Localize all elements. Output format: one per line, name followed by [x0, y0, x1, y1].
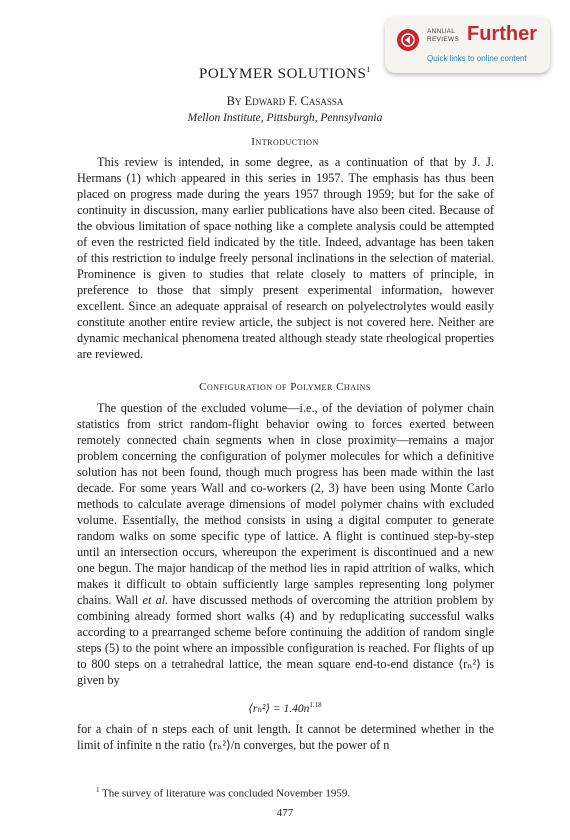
author-line: By Edward F. Casassa — [226, 94, 344, 108]
et-al: et al. — [142, 593, 169, 607]
intro-paragraph: This review is intended, in some degree, as a continuation of that by J. J. Hermans (1) which appeared in this series in 1957. The emphasis has thus been placed on progress made during the years 1957 through 1959; but for the sake of continuity in discussion, many earlier publications have also been cited. Because of the obvious limitation of space nothing like a complete analysis could be attempted of even the restricted field indicated by the title. Indeed, advantage has been taken of this restriction to indulge freely personal inclinations in the selection of material. Prominence is given to studies that relate closely to matters of principle, in preference to those that simply present experimental information, however excellent. Since an adequate appraisal of research on polyelectrolytes would easily constitute another entire review article, the subject is not covered here. Neither are dynamic mechanical phenomena treated although steady state rheological properties are reviewed. — [77, 155, 494, 361]
section-heading-introduction: Introduction — [251, 136, 319, 148]
article-title: POLYMER SOLUTIONS$^1$ — [198, 65, 372, 82]
quick-links-link[interactable]: Quick links to online content — [427, 54, 527, 63]
further-label: Further — [467, 23, 537, 45]
annual-reviews-logo-icon — [397, 29, 419, 51]
annual-reviews-label: ANNUAL REVIEWS — [427, 28, 460, 43]
affiliation: Mellon Institute, Pittsburgh, Pennsylvania — [187, 112, 383, 124]
page-number: 477 — [276, 807, 294, 819]
footnote: $^1$ The survey of literature was concluded November 1959. — [96, 786, 351, 800]
equation: ⟨rₙ²⟩ = $1.40n^{1.18}$ — [248, 701, 322, 715]
section-heading-configuration: Configuration of Polymer Chains — [199, 381, 371, 393]
configuration-paragraph: The question of the excluded volume—i.e., of the deviation of polymer chain statistics from strict random-flight behavior owing to forces exerted between remotely connected chain segments when in close proximity—remains a major problem concerning the configuration of polymer molecules for which a definitive solution has not been found, though much progress has been made within the last decade. For some years Wall and co-workers (2, 3) have been using Monte Carlo methods to calculate average dimensions of model polymer chains with excluded volume. Essentially, the method consists in using a digital computer to generate random walks on some specific type of lattice. A flight is continued step-by-step until an intersection occurs, whereupon the experiment is discontinued and a new one begun. The major handicap of the method lies in rapid attrition of walks, which makes it difficult to obtain sufficiently large samples representing long polymer chains. Wall et al. have discussed methods of overcoming the attrition problem by combining already formed short walks (4) and by reduplicating successful walks according to a prearranged scheme before continuing the addition of random single steps (5) to the point where an impossible configuration is reached. For flights of up to 800 steps on a tetrahedral lattice, the mean square end-to-end distance ⟨rₙ²⟩ is given by — [77, 401, 494, 687]
post-equation-text: for a chain of n steps each of unit length. It cannot be determined whether in the limit of infinite n the ratio ⟨rₙ²⟩/n converges, but the power of n — [77, 722, 494, 752]
title-footnote-mark: 1 — [366, 65, 372, 74]
